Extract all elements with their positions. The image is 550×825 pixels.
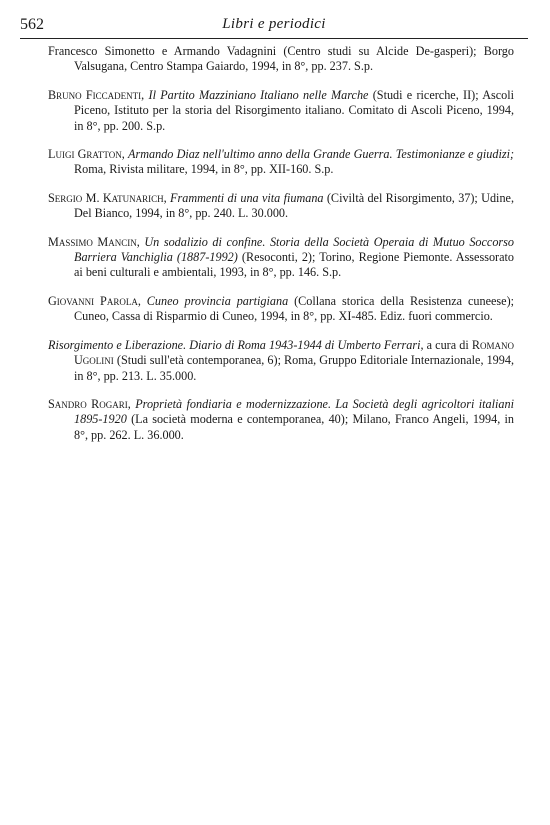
entry-title: Risorgimento e Liberazione. Diario di Roma 1943-1944 di Umberto Ferrari, [48,337,424,352]
bibliography-entry-3 [48,147,514,178]
entry-text: (Studi sull'età contemporanea, 6); Roma, Gruppo Editoriale Internazionale, 1994, in 8°, pp. 213. L. 35.000. [74,353,515,383]
entry-text: (Civiltà del Risorgimento, 37); Udine, Del Bianco, 1994, in 8°, pp. 240. L. 30.000. [74,190,514,221]
entry-author: Giovanni Parola, [48,293,141,308]
entry-text: (Resoconti, 2); Torino, Regione Piemonte. Assessorato ai beni culturali e ambientali, 1993, in 8°, pp. 146. S.p. [74,250,514,280]
entry-title: Un sodalizio di confine. Storia della Società Operaia di Mutuo Soccorso Barriera Vanchiglia (1887-1992) [74,234,515,265]
entry-author: Bruno Ficcadenti, [48,87,145,102]
entry-author: Sandro Rogari, [48,396,131,411]
page-number: 562 [20,16,44,33]
entry-title: Proprietà fondiaria e modernizzazione. La Società degli agricoltori italiani 1895-1920 [74,396,514,427]
entry-text: (Collana storica della Resistenza cuneese); Cuneo, Cassa di Risparmio di Cuneo, 1994, in 8°, pp. XI-485. Ediz. fuori commercio. [74,293,515,324]
bibliography-entry-8 [48,397,514,443]
bibliography-entry-7 [48,338,514,384]
entry-text-before: a cura di [426,337,469,352]
bibliography-entry-5 [48,235,514,281]
bibliography-entry-2 [48,88,514,134]
entry-author: Sergio M. Katunarich, [48,190,167,205]
entry-text: (La società moderna e contemporanea, 40); Milano, Franco Angeli, 1994, in 8°, pp. 262. L. 36.000. [74,412,514,442]
bibliography-entry-6 [48,294,514,325]
entry-editor: Romano Ugolini [74,337,514,368]
page-header [20,16,528,39]
bibliography-entry-1 [48,44,514,75]
entry-author: Luigi Gratton, [48,147,125,162]
entry-author: Massimo Mancin, [48,234,140,249]
running-title: Libri e periodici [222,16,326,32]
entry-title: Frammenti di una vita fiumana [170,190,324,205]
entry-title: Il Partito Mazziniano Italiano nelle Marche [148,87,369,102]
entry-text: Roma, Rivista militare, 1994, in 8°, pp. XII-160. S.p. [74,162,334,177]
bibliography-list [48,44,514,456]
entry-title: Armando Diaz nell'ultimo anno della Grande Guerra. Testimonianze e giudizi; [128,147,515,162]
entry-text: (Studi e ricerche, II); Ascoli Piceno, Istituto per la storia del Risorgimento italiano. Comitato di Ascoli Piceno, 1994, in 8°, pp. 200. S.p. [74,87,515,133]
entry-text: Francesco Simonetto e Armando Vadagnini (Centro studi su Alcide De-gasperi); Borgo Valsugana, Centro Stampa Gaiardo, 1994, in 8°, pp. 237. S.p. [48,44,514,74]
bibliography-entry-4 [48,191,514,222]
entry-title: Cuneo provincia partigiana [146,293,289,308]
